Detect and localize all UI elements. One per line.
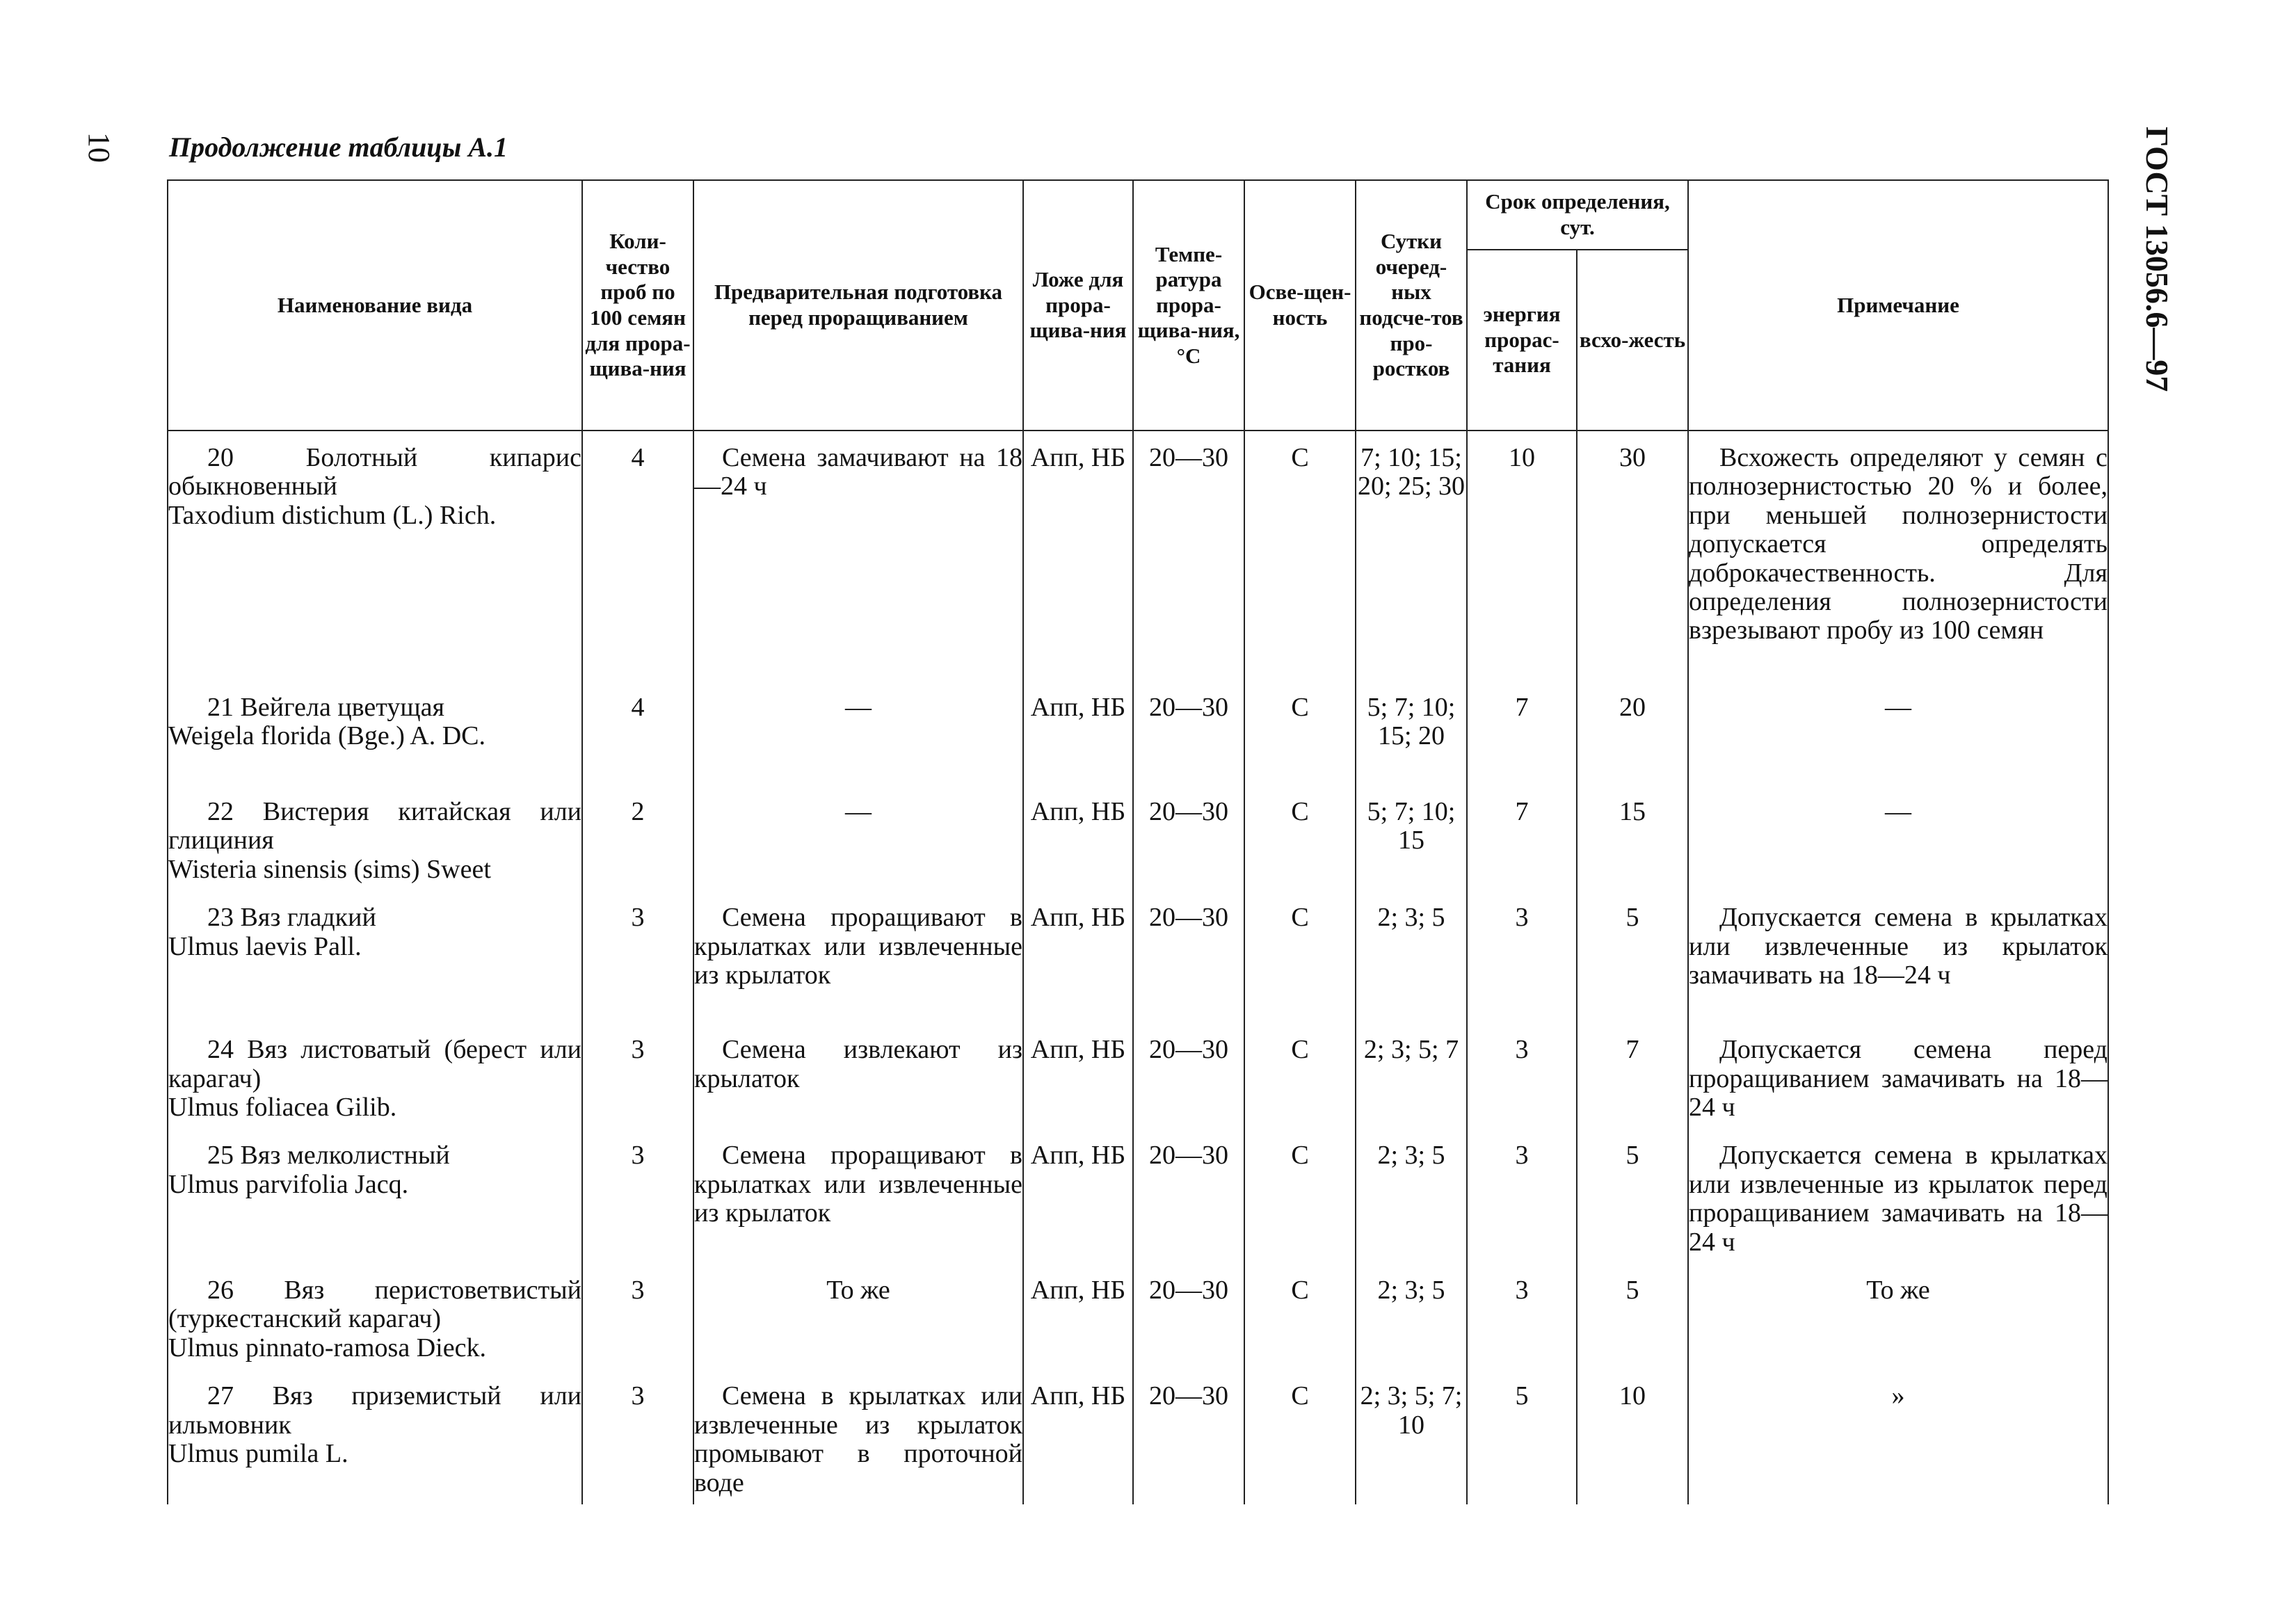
standard-code: ГОСТ 13056.6—97 [2139,127,2175,392]
species-latin: Taxodium distichum (L.) Rich. [168,500,497,530]
temp-cell: 20—30 [1133,431,1244,681]
species-cell [168,431,582,681]
temp-cell: 20—30 [1133,891,1244,1023]
light-cell: С [1244,1129,1356,1264]
germination-cell: 5 [1577,891,1688,1023]
note-cell: Допускается семена в крылатках или извлеченные из крылаток перед проращиванием замачивать на 18—24 ч [1688,1129,2108,1264]
temp-cell: 20—30 [1133,1129,1244,1264]
species-name: 22 Вистерия китайская или глициния [168,797,581,855]
note-cell: » [1688,1369,2108,1504]
species-latin: Ulmus foliacea Gilib. [168,1093,397,1123]
germination-cell: 10 [1577,1369,1688,1504]
counts-cell: 2; 3; 5 [1356,1129,1467,1264]
species-cell [168,1369,582,1504]
germination-cell: 15 [1577,785,1688,891]
germination-cell: 20 [1577,681,1688,785]
light-cell: С [1244,431,1356,681]
species-name: 26 Вяз перистоветвистый (туркестанский карагач) [168,1276,581,1334]
header-prep: Предварительная подготовка перед проращиванием [693,180,1023,431]
prep-cell: Семена проращивают в крылатках или извлеченные из крылаток [693,891,1023,1023]
seed-table [167,179,2109,1504]
header-counts: Сутки очеред-ных подсче-тов про-ростков [1356,180,1467,431]
temp-cell: 20—30 [1133,1023,1244,1129]
species-name: 20 Болотный кипарис обыкновенный [168,443,581,501]
table-row [168,1369,2108,1504]
species-name: 23 Вяз гладкий [207,903,376,933]
header-energy: энергия прорас-тания [1467,250,1577,431]
table-row [168,681,2108,785]
bed-cell: Апп, НБ [1023,1369,1133,1504]
species-name: 24 Вяз листоватый (берест или карагач) [168,1035,581,1093]
prep-cell: Семена замачивают на 18—24 ч [693,431,1023,681]
energy-cell: 3 [1467,1023,1577,1129]
table-row [168,1023,2108,1129]
species-latin: Ulmus pumila L. [168,1439,348,1469]
species-latin: Ulmus parvifolia Jacq. [168,1169,409,1199]
species-name: 27 Вяз приземистый или ильмовник [168,1381,581,1440]
temp-cell: 20—30 [1133,1369,1244,1504]
energy-cell: 3 [1467,891,1577,1023]
species-cell [168,785,582,891]
energy-cell: 3 [1467,1129,1577,1264]
species-cell [168,1264,582,1369]
samples-cell: 2 [582,785,693,891]
prep-cell: То же [693,1264,1023,1369]
energy-cell: 7 [1467,785,1577,891]
header-temp: Темпе-ратура прора-щива-ния, °С [1133,180,1244,431]
note-cell: — [1688,681,2108,785]
light-cell: С [1244,681,1356,785]
species-name: 25 Вяз мелколистный [207,1141,450,1171]
table-row [168,1129,2108,1264]
species-cell [168,891,582,1023]
temp-cell: 20—30 [1133,1264,1244,1369]
light-cell: С [1244,1264,1356,1369]
bed-cell: Апп, НБ [1023,1129,1133,1264]
energy-cell: 7 [1467,681,1577,785]
species-cell [168,681,582,785]
bed-cell: Апп, НБ [1023,1023,1133,1129]
header-name: Наименование вида [168,180,582,431]
species-latin: Wisteria sinensis (sims) Sweet [168,854,491,884]
header-note: Примечание [1688,180,2108,431]
samples-cell: 3 [582,1369,693,1504]
table-row [168,431,2108,681]
samples-cell: 3 [582,1264,693,1369]
samples-cell: 4 [582,431,693,681]
temp-cell: 20—30 [1133,681,1244,785]
counts-cell: 2; 3; 5 [1356,1264,1467,1369]
prep-cell: Семена извлекают из крылаток [693,1023,1023,1129]
prep-cell: Семена проращивают в крылатках или извлеченные из крылаток [693,1129,1023,1264]
light-cell: С [1244,1369,1356,1504]
prep-cell: Семена в крылатках или извлеченные из крылаток промывают в проточной воде [693,1369,1023,1504]
table-row [168,1264,2108,1369]
germination-cell: 5 [1577,1129,1688,1264]
samples-cell: 4 [582,681,693,785]
prep-cell: — [693,681,1023,785]
bed-cell: Апп, НБ [1023,1264,1133,1369]
header-bed: Ложе для прора-щива-ния [1023,180,1133,431]
germination-cell: 7 [1577,1023,1688,1129]
samples-cell: 3 [582,1023,693,1129]
counts-cell: 2; 3; 5; 7; 10 [1356,1369,1467,1504]
bed-cell: Апп, НБ [1023,681,1133,785]
header-samples: Коли-чество проб по 100 семян для прора-щива-ния [582,180,693,431]
table-caption: Продолжение таблицы А.1 [169,131,508,163]
table-row [168,891,2108,1023]
note-cell: Всхожесть определяют у семян с полнозернистостью 20 % и более, при меньшей полнозернистости допускается определять доброкачественность. Для определения полнозернистости взрезывают пробу из 100 семян [1688,431,2108,681]
header-term: Срок определения, сут. [1467,180,1688,250]
germination-cell: 30 [1577,431,1688,681]
counts-cell: 2; 3; 5 [1356,891,1467,1023]
counts-cell: 7; 10; 15; 20; 25; 30 [1356,431,1467,681]
note-cell: То же [1688,1264,2108,1369]
bed-cell: Апп, НБ [1023,785,1133,891]
energy-cell: 5 [1467,1369,1577,1504]
light-cell: С [1244,785,1356,891]
prep-cell: — [693,785,1023,891]
header-germination: всхо-жесть [1577,250,1688,431]
species-latin: Ulmus pinnato-ramosa Dieck. [168,1333,486,1362]
samples-cell: 3 [582,1129,693,1264]
counts-cell: 5; 7; 10; 15; 20 [1356,681,1467,785]
light-cell: С [1244,891,1356,1023]
energy-cell: 3 [1467,1264,1577,1369]
header-light: Осве-щен-ность [1244,180,1356,431]
page-number: 10 [82,132,116,163]
counts-cell: 5; 7; 10; 15 [1356,785,1467,891]
bed-cell: Апп, НБ [1023,431,1133,681]
note-cell: Допускается семена в крылатках или извлеченные из крылаток замачивать на 18—24 ч [1688,891,2108,1023]
samples-cell: 3 [582,891,693,1023]
bed-cell: Апп, НБ [1023,891,1133,1023]
counts-cell: 2; 3; 5; 7 [1356,1023,1467,1129]
light-cell: С [1244,1023,1356,1129]
species-name: 21 Вейгела цветущая [207,693,444,722]
species-latin: Ulmus laevis Pall. [168,931,362,961]
species-latin: Weigela florida (Bge.) A. DC. [168,721,485,751]
species-cell [168,1023,582,1129]
germination-cell: 5 [1577,1264,1688,1369]
note-cell: — [1688,785,2108,891]
species-cell [168,1129,582,1264]
table-row [168,785,2108,891]
note-cell: Допускается семена перед проращиванием замачивать на 18—24 ч [1688,1023,2108,1129]
energy-cell: 10 [1467,431,1577,681]
temp-cell: 20—30 [1133,785,1244,891]
